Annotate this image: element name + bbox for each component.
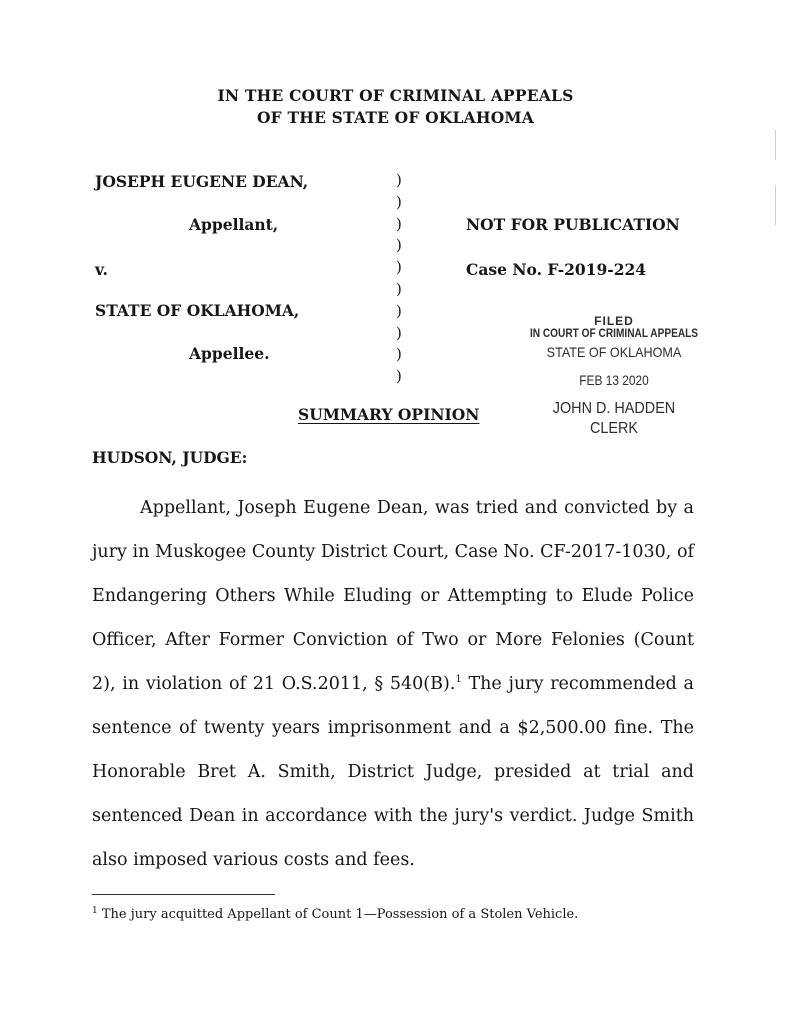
filed-stamp-clerk-name: JOHN D. HADDEN bbox=[552, 400, 676, 417]
footnote-number: 1 bbox=[92, 906, 98, 916]
caption-bracket bbox=[396, 170, 408, 388]
versus-label: v. bbox=[95, 260, 108, 279]
case-number: Case No. F-2019-224 bbox=[466, 260, 647, 279]
bracket-paren: ) bbox=[396, 258, 402, 277]
opinion-title: SUMMARY OPINION bbox=[298, 405, 480, 424]
court-name-line2: OF THE STATE OF OKLAHOMA bbox=[256, 108, 535, 127]
footnote bbox=[92, 906, 578, 922]
paragraph-text-part2: The jury recommended a sentence of twenty years imprisonment and a $2,500.00 fine. The Honorable Bret A. Smith, District Judge, presided at trial and sentenced Dean in accordance with the jury's verdict. Judge Smith also imposed various costs and fees. bbox=[92, 674, 694, 870]
opinion-paragraph bbox=[92, 486, 694, 882]
bracket-paren: ) bbox=[396, 236, 402, 255]
appellee-role: Appellee. bbox=[189, 344, 270, 363]
bracket-paren: ) bbox=[396, 279, 402, 298]
appellant-name: JOSEPH EUGENE DEAN, bbox=[95, 172, 309, 191]
footnote-reference[interactable]: 1 bbox=[455, 674, 462, 685]
bracket-paren: ) bbox=[396, 301, 402, 320]
scan-edge-mark bbox=[775, 185, 776, 225]
court-name-line1: IN THE COURT OF CRIMINAL APPEALS bbox=[217, 86, 574, 105]
paragraph-text-part1: Appellant, Joseph Eugene Dean, was tried and convicted by a jury in Muskogee County District Court, Case No. CF-2017-1030, of Endangering Others While Eluding or Attempting to Elude Police Officer, After Former Conviction of Two or More Felonies (Count 2), in violation of 21 O.S.2011, § 540(B). bbox=[92, 498, 694, 694]
filed-stamp-clerk-title: CLERK bbox=[589, 420, 639, 437]
publication-status: NOT FOR PUBLICATION bbox=[466, 215, 680, 234]
filed-stamp-court: IN COURT OF CRIMINAL APPEALS bbox=[529, 328, 699, 340]
filed-stamp-state: STATE OF OKLAHOMA bbox=[546, 344, 682, 360]
appellant-role: Appellant, bbox=[189, 215, 279, 234]
filed-stamp-date: FEB 13 2020 bbox=[579, 372, 649, 388]
opinion-author: HUDSON, JUDGE: bbox=[92, 448, 248, 467]
bracket-paren: ) bbox=[396, 171, 402, 189]
footnote-text: The jury acquitted Appellant of Count 1—Possession of a Stolen Vehicle. bbox=[97, 907, 579, 922]
appellee-name: STATE OF OKLAHOMA, bbox=[95, 301, 300, 320]
bracket-paren: ) bbox=[396, 214, 402, 233]
bracket-paren: ) bbox=[396, 345, 402, 364]
bracket-paren: ) bbox=[396, 323, 402, 342]
footnote-divider bbox=[92, 894, 275, 895]
bracket-paren: ) bbox=[396, 367, 402, 386]
bracket-paren: ) bbox=[396, 192, 402, 211]
filed-stamp-label: FILED bbox=[594, 314, 634, 328]
scan-edge-mark bbox=[775, 130, 776, 160]
